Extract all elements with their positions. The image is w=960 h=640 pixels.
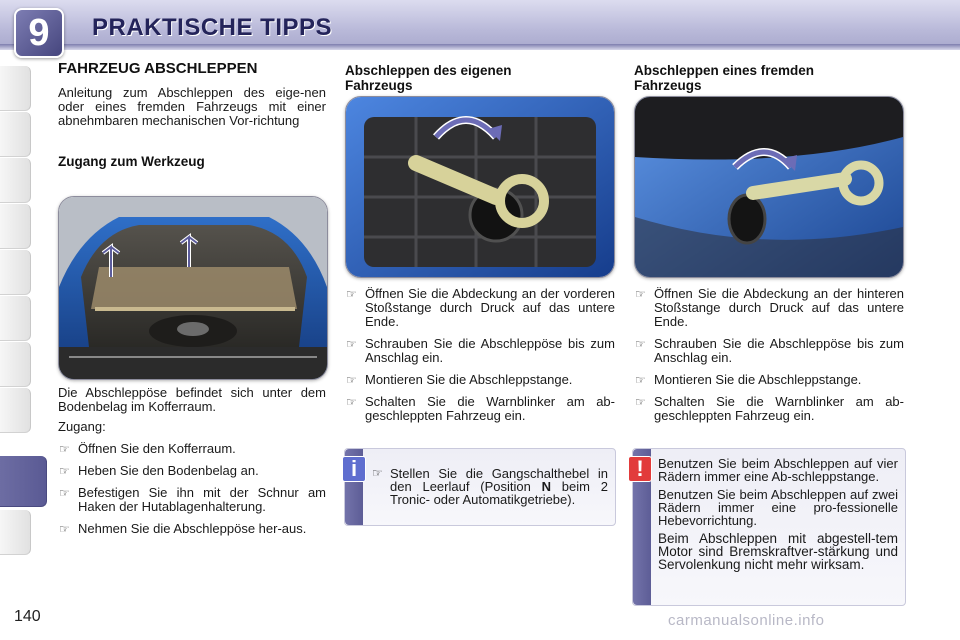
chapter-tab-1[interactable] xyxy=(0,66,31,111)
pointing-hand-icon: ☞ xyxy=(372,466,383,480)
list-item: ☞ Nehmen Sie die Abschleppöse her-aus. xyxy=(59,521,307,536)
list-item: ☞ Schalten Sie die Warnblinker am ab-geschleppten Fahrzeug ein. xyxy=(346,394,615,423)
list-item: ☞ Schrauben Sie die Abschleppöse bis zum Anschlag ein. xyxy=(635,336,904,365)
page-number: 140 xyxy=(14,608,41,625)
middle-column-steps xyxy=(345,287,615,431)
own-vehicle-steps-list xyxy=(345,287,615,423)
pointing-hand-icon: ☞ xyxy=(346,287,357,301)
list-item: ☞ Heben Sie den Bodenbelag an. xyxy=(59,463,259,478)
pointing-hand-icon: ☞ xyxy=(635,287,646,301)
chapter-tab-2[interactable] xyxy=(0,112,31,157)
trunk-photo xyxy=(58,196,328,380)
page-title: PRAKTISCHE TIPPS xyxy=(92,14,333,41)
chapter-tab-8[interactable] xyxy=(0,388,31,433)
pointing-hand-icon: ☞ xyxy=(59,464,70,478)
front-bumper-photo xyxy=(345,96,615,278)
pointing-hand-icon: ☞ xyxy=(635,373,646,387)
chapter-tab-7[interactable] xyxy=(0,342,31,387)
info-text: ☞ Stellen Sie die Gangschalthebel in den Leerlauf (Position N beim 2 Tronic- oder Automatikgetriebe). xyxy=(372,466,608,507)
middle-column-heading-wrap xyxy=(345,63,615,93)
left-column-lower xyxy=(58,386,326,544)
access-steps-list xyxy=(58,442,326,536)
list-item: ☞ Befestigen Sie ihn mit der Schnur am Haken der Hutablagenhalterung. xyxy=(59,485,326,514)
other-vehicle-steps-list xyxy=(634,287,904,423)
list-item: ☞ Schalten Sie die Warnblinker am ab-geschleppten Fahrzeug ein. xyxy=(635,394,904,423)
chapter-tab-9-active[interactable] xyxy=(0,456,47,507)
watermark: carmanualsonline.info xyxy=(668,612,825,629)
warning-paragraph: Benutzen Sie beim Abschleppen auf zwei Rädern immer eine pro-fessionelle Hebevorrichtung. xyxy=(658,487,898,528)
warning-text xyxy=(658,457,898,571)
chapter-tab-strip xyxy=(0,66,36,576)
chapter-tab-5[interactable] xyxy=(0,250,31,295)
left-column xyxy=(58,62,326,169)
list-item: ☞ Öffnen Sie den Kofferraum. xyxy=(59,441,236,456)
warning-paragraph: Beim Abschleppen mit abgestell-tem Motor sind Bremskraftver-stärkung und Servolenkung nicht mehr wirksam. xyxy=(658,531,898,572)
pointing-hand-icon: ☞ xyxy=(346,373,357,387)
chapter-number-badge: 9 xyxy=(14,8,64,58)
info-icon: i xyxy=(342,456,366,482)
list-item: ☞ Montieren Sie die Abschleppstange. xyxy=(346,372,573,387)
pointing-hand-icon: ☞ xyxy=(635,395,646,409)
header-divider xyxy=(0,44,960,50)
own-vehicle-heading: Abschleppen des eigenen Fahrzeugs xyxy=(345,63,512,93)
pointing-hand-icon: ☞ xyxy=(59,522,70,536)
right-column-heading-wrap xyxy=(634,63,904,93)
list-item: ☞ Öffnen Sie die Abdeckung an der hinteren Stoßstange durch Druck auf das untere Ende. xyxy=(635,286,904,329)
pointing-hand-icon: ☞ xyxy=(346,337,357,351)
right-column-steps xyxy=(634,287,904,431)
pointing-hand-icon: ☞ xyxy=(346,395,357,409)
list-item: ☞ Öffnen Sie die Abdeckung an der vorderen Stoßstange durch Druck auf das untere Ende. xyxy=(346,286,615,329)
other-vehicle-heading: Abschleppen eines fremden Fahrzeugs xyxy=(634,63,815,93)
intro-text: Anleitung zum Abschleppen des eige-nen oder eines fremden Fahrzeugs mit einer abnehmbaren mechanischen Vor-richtung xyxy=(58,85,326,128)
pointing-hand-icon: ☞ xyxy=(59,442,70,456)
warning-paragraph: Benutzen Sie beim Abschleppen auf vier Rädern immer eine Ab-schleppstange. xyxy=(658,456,898,484)
pointing-hand-icon: ☞ xyxy=(635,337,646,351)
list-item: ☞ Schrauben Sie die Abschleppöse bis zum Anschlag ein. xyxy=(346,336,615,365)
access-label: Zugang: xyxy=(58,419,106,434)
chapter-tab-6[interactable] xyxy=(0,296,31,341)
rear-bumper-photo xyxy=(634,96,904,278)
chapter-tab-3[interactable] xyxy=(0,158,31,203)
pointing-hand-icon: ☞ xyxy=(59,486,70,500)
location-text: Die Abschleppöse befindet sich unter dem Bodenbelag im Kofferraum. xyxy=(58,385,326,414)
section-heading: FAHRZEUG ABSCHLEPPEN xyxy=(58,60,258,77)
tool-access-heading: Zugang zum Werkzeug xyxy=(58,154,205,169)
list-item: ☞ Montieren Sie die Abschleppstange. xyxy=(635,372,862,387)
chapter-tab-4[interactable] xyxy=(0,204,31,249)
chapter-tab-10[interactable] xyxy=(0,510,31,555)
warning-icon: ! xyxy=(628,456,652,482)
